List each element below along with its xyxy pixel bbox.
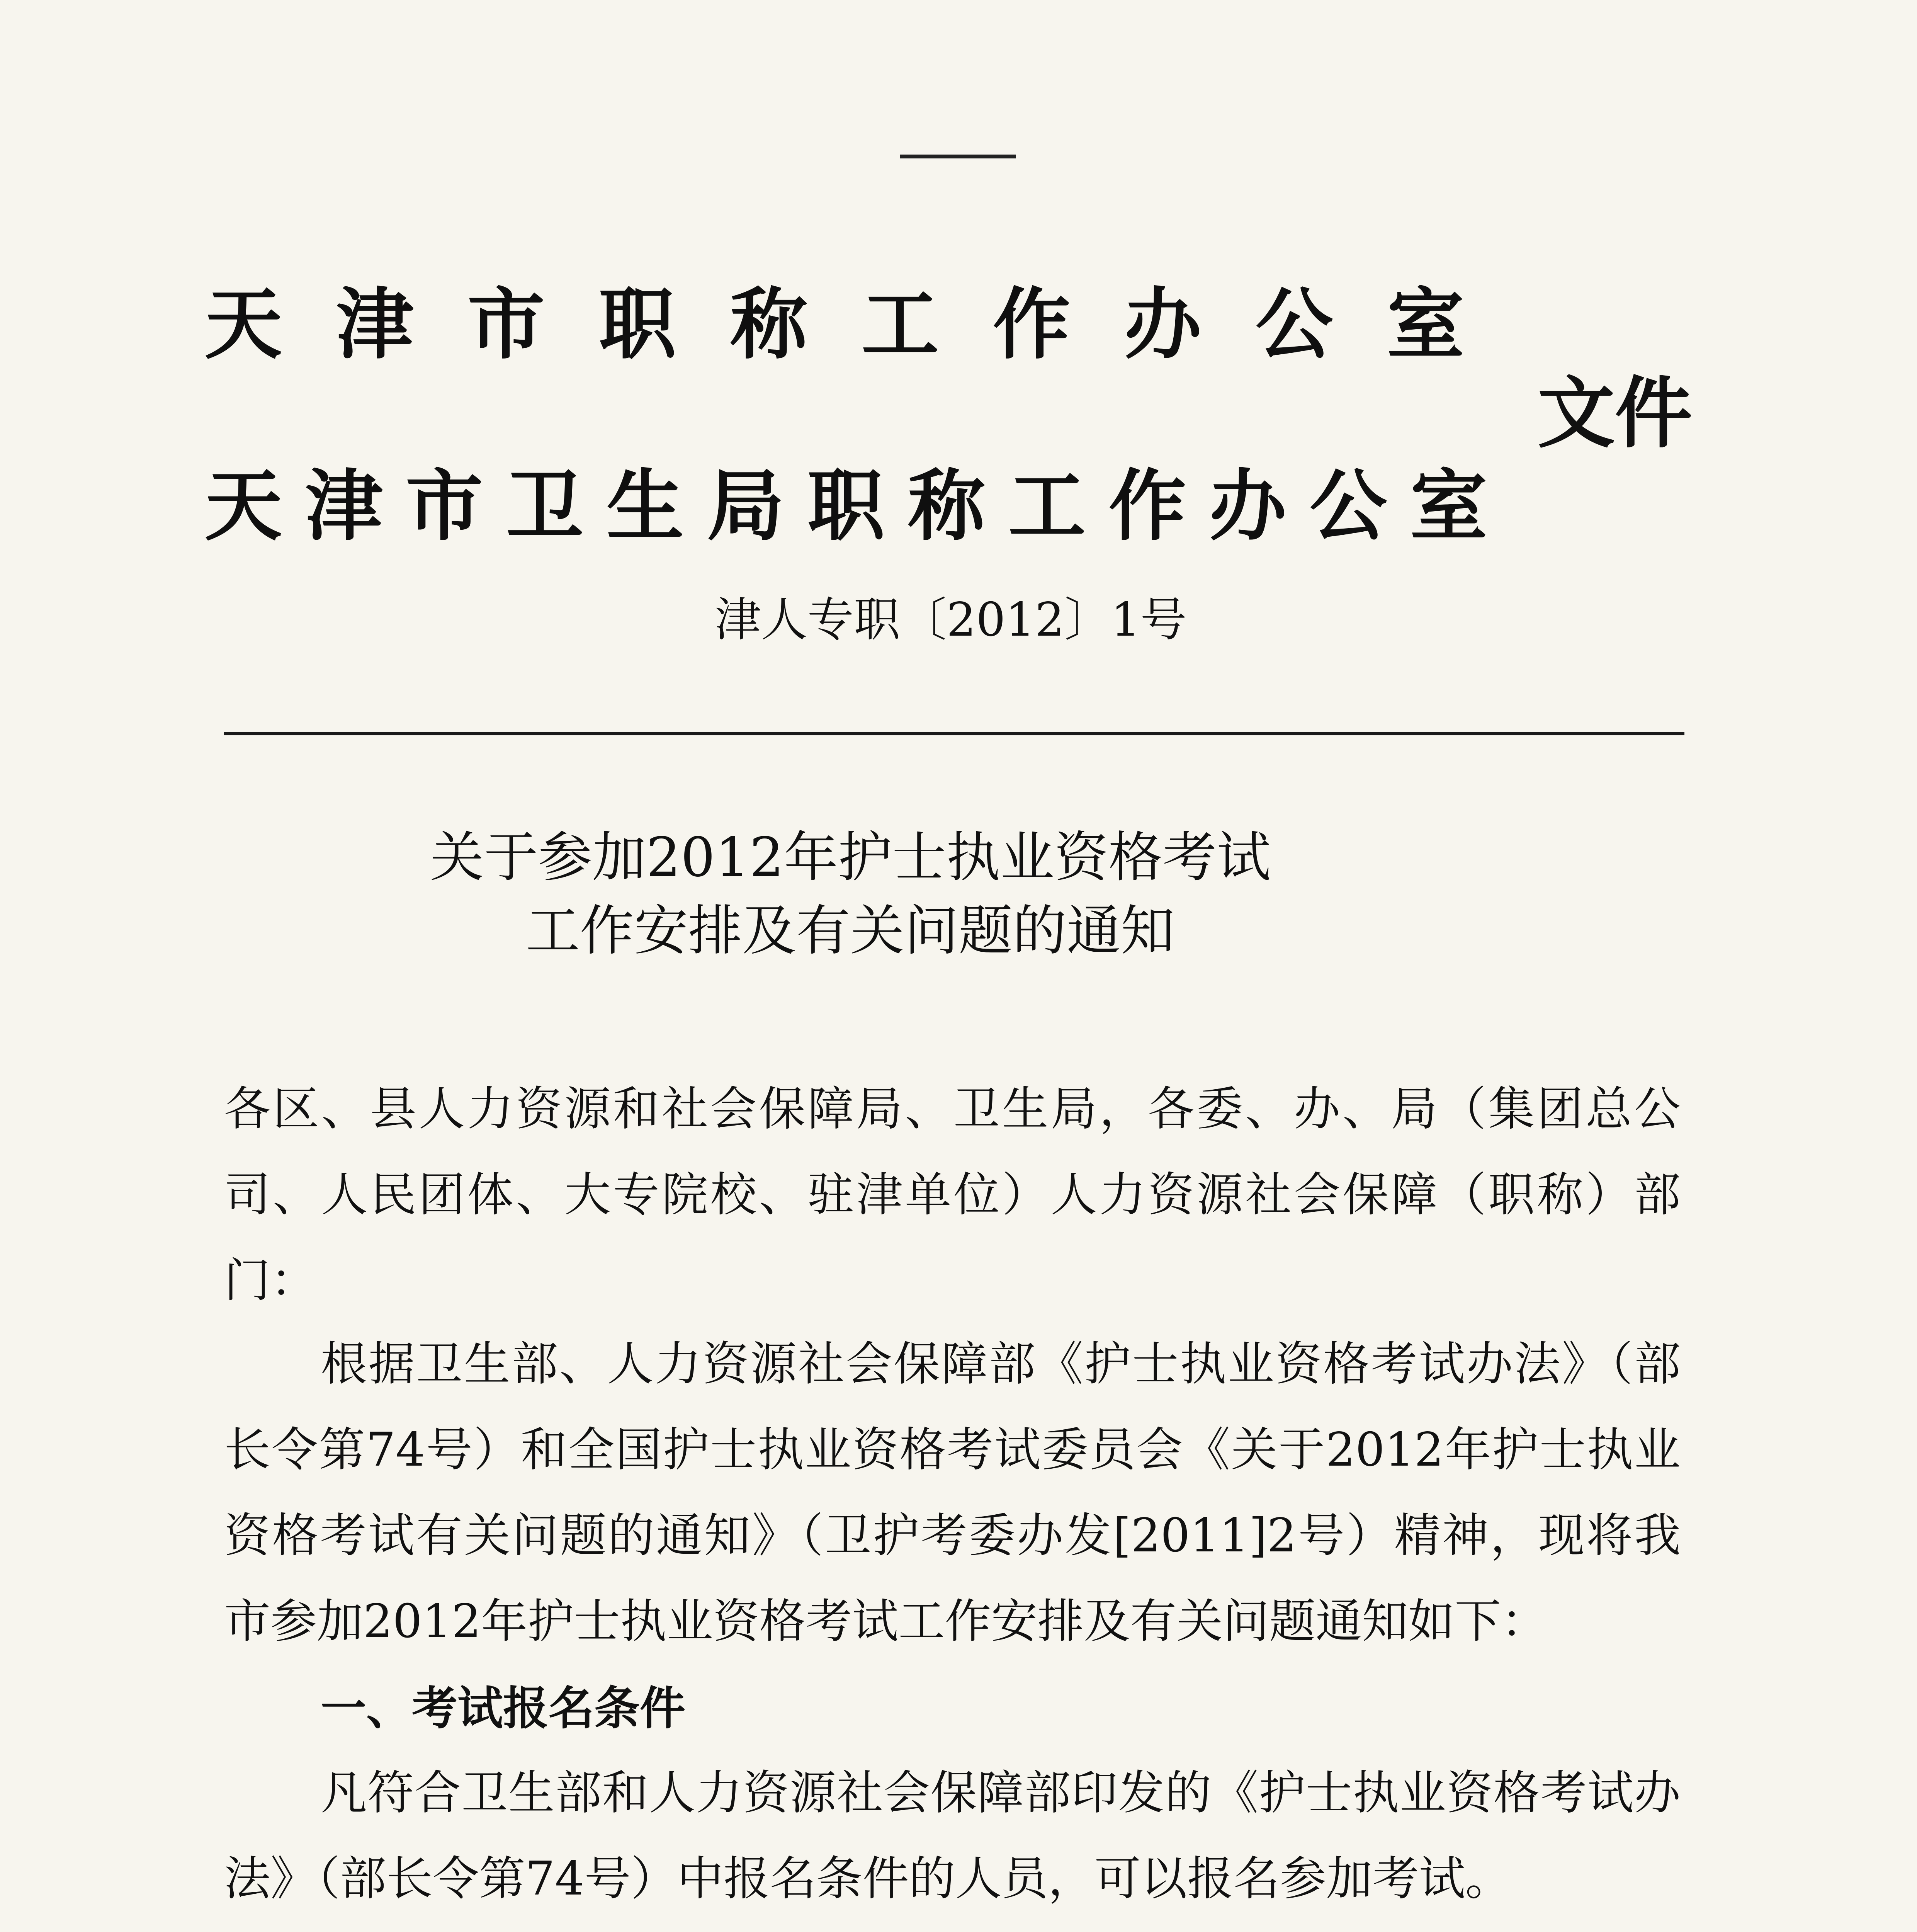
title-line-1: 关于参加2012年护士执业资格考试 [430, 826, 1271, 889]
top-dash-mark [900, 155, 1016, 158]
salutation: 各区、县人力资源和社会保障局、卫生局，各委、办、局（集团总公司、人民团体、大专院校、驻津单位）人力资源社会保障（职称）部门： [224, 1082, 1681, 1308]
document-number: 津人专职〔2012〕1号 [715, 593, 1187, 647]
issuer-line-2: 天津市卫生局职称工作办公室 [205, 461, 1511, 551]
title-line-2: 工作安排及有关问题的通知 [525, 900, 1175, 963]
file-word: 文件 [1538, 368, 1693, 459]
section-2-heading [321, 1922, 868, 1932]
issuer-line-1: 天津市职称工作办公室 [205, 279, 1519, 370]
intro-paragraph: 根据卫生部、人力资源社会保障部《护士执业资格考试办法》（部长令第74号）和全国护士执业资格考试委员会《关于2012年护士执业资格考试有关问题的通知》（卫护考委办发[2011]2号）精神，现将我市参加2012年护士执业资格考试工作安排及有关问题通知如下： [224, 1337, 1681, 1648]
section-1-heading: 一、考试报名条件 [321, 1682, 686, 1735]
section-1-text: 凡符合卫生部和人力资源社会保障部印发的《护士执业资格考试办法》（部长令第74号）中报名条件的人员，可以报名参加考试。 [224, 1766, 1681, 1906]
header-divider [224, 732, 1684, 735]
